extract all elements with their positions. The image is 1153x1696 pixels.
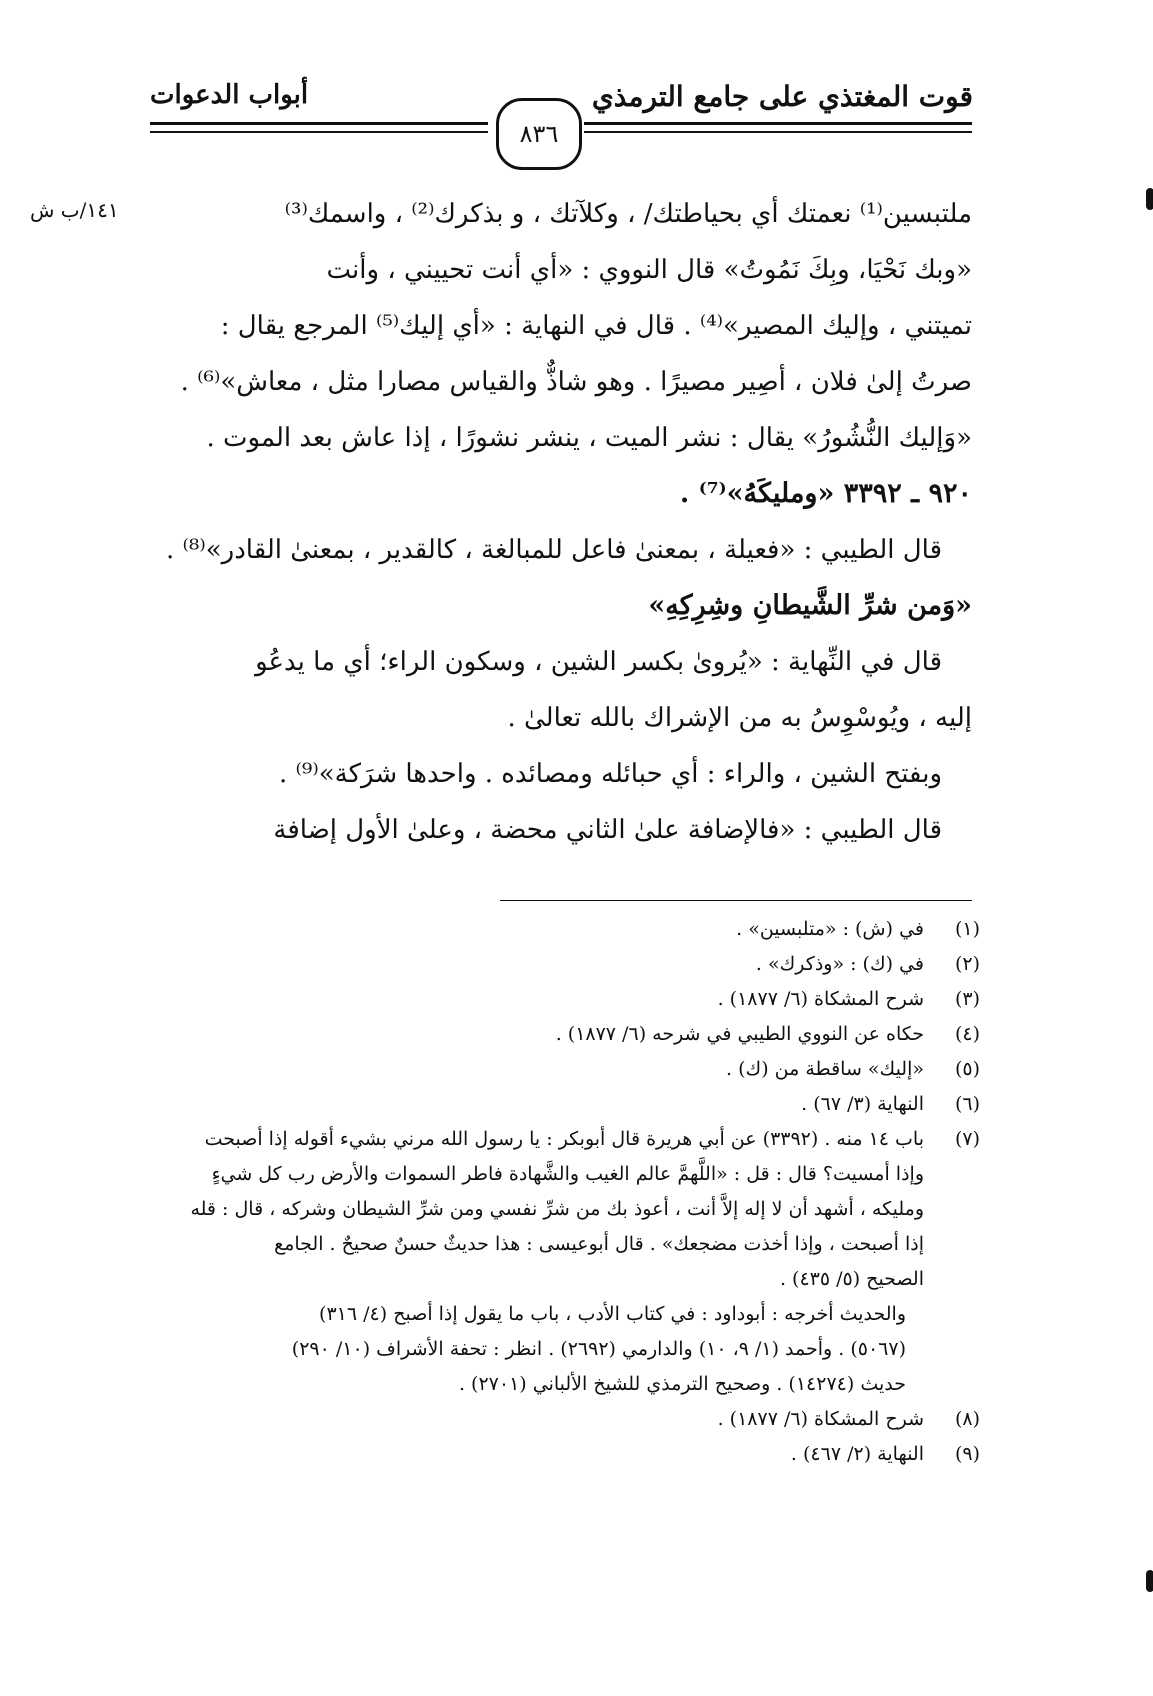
- footnote-number: (٣): [954, 988, 980, 1010]
- footnote-number: (٥): [954, 1058, 980, 1080]
- footnote: [150, 912, 980, 947]
- text-line: قال الطيبي : «فالإضافة علىٰ الثاني محضة ، وعلىٰ الأول إضافة: [273, 815, 942, 845]
- text-line: وبفتح الشين ، والراء : أي حبائله ومصائده . واحدها شرَكة»⁽⁹⁾ .: [279, 759, 942, 789]
- footnote-text: حكاه عن النووي الطيبي في شرحه (٦/ ١٨٧٧) .: [555, 1023, 924, 1045]
- footnote-number: [924, 1297, 980, 1402]
- text-line: صرتُ إلىٰ فلان ، أصِير مصيرًا . وهو شاذٌّ والقياس مصارا مثل ، معاش»⁽⁶⁾ .: [180, 367, 972, 397]
- footnote-text: شرح المشكاة (٦/ ١٨٧٧) .: [717, 1408, 924, 1430]
- footnote-number: (٧): [954, 1128, 980, 1150]
- footnote-text: في (ك) : «وذكرك» .: [755, 953, 924, 975]
- footnote-text: الصحيح (٥/ ٤٣٥) .: [779, 1268, 924, 1290]
- footnote: [150, 1122, 980, 1297]
- footnote-continuation: [150, 1297, 980, 1402]
- text-line: «وَمن شرِّ الشَّيطانِ وشِرِكِهِ»: [648, 590, 972, 621]
- footnote-text: حديث (١٤٢٧٤) . وصحيح الترمذي للشيخ الألباني (٢٧٠١) .: [458, 1373, 906, 1395]
- footnote-text: في (ش) : «متلبسين» .: [736, 918, 924, 940]
- footnote-number: (٩): [954, 1443, 980, 1465]
- text-line: قال في النِّهاية : «يُروىٰ بكسر الشين ، وسكون الراء؛ أي ما يدعُو: [255, 647, 942, 677]
- footnote-text: شرح المشكاة (٦/ ١٨٧٧) .: [717, 988, 924, 1010]
- footnote: [150, 1017, 980, 1052]
- manuscript-folio-note: ١٤١/ب ش: [30, 198, 119, 222]
- text-line: ملتبسين⁽¹⁾ نعمتك أي بحياطتك/ ، وكلآتك ، و بذكرك⁽²⁾ ، واسمك⁽³⁾: [284, 199, 972, 229]
- footnote-separator: [500, 900, 972, 901]
- footnote-text: «إليك» ساقطة من (ك) .: [726, 1058, 924, 1080]
- footnote: [150, 1437, 980, 1472]
- header-rule-right-thin: [584, 131, 972, 133]
- section-title: أبواب الدعوات: [150, 80, 309, 110]
- hadith-heading: ٩٢٠ ـ ٣٣٩٢ «ومليكَهُ»⁽⁷⁾ .: [679, 478, 972, 509]
- text-line: «وبك نَحْيَا، وبِكَ نَمُوتُ» قال النووي : «أي أنت تحييني ، وأنت: [326, 255, 972, 285]
- footnote: [150, 1402, 980, 1437]
- footnote: [150, 947, 980, 982]
- footnote-text: إذا أصبحت ، وإذا أخذت مضجعك» . قال أبوعيسى : هذا حديثٌ حسنٌ صحيحٌ . الجامع: [274, 1233, 924, 1255]
- header-rule-left: [150, 122, 488, 125]
- header-rule-right: [584, 122, 972, 125]
- footnote-text: النهاية (٣/ ٦٧) .: [801, 1093, 924, 1115]
- text-line: قال الطيبي : «فعيلة ، بمعنىٰ فاعل للمبالغة ، كالقدير ، بمعنىٰ القادر»⁽⁸⁾ .: [165, 535, 942, 565]
- page-number: ٨٣٦: [519, 120, 559, 148]
- footnote-text: والحديث أخرجه : أبوداود : في كتاب الأدب ، باب ما يقول إذا أصبح (٤/ ٣١٦): [319, 1303, 906, 1325]
- footnote-number: (٢): [954, 953, 980, 975]
- footnote-text: باب ١٤ منه . (٣٣٩٢) عن أبي هريرة قال أبوبكر : يا رسول الله مرني بشيء أقوله إذا أصبحت: [204, 1128, 924, 1150]
- footnotes: [150, 912, 980, 1472]
- main-text: [150, 186, 972, 858]
- footnote-number: (٨): [954, 1408, 980, 1430]
- text-line: إليه ، ويُوسْوِسُ به من الإشراك بالله تعالىٰ .: [507, 703, 972, 733]
- text-line: تميتني ، وإليك المصير»⁽⁴⁾ . قال في النهاية : «أي إليك⁽⁵⁾ المرجع يقال :: [220, 311, 972, 341]
- footnote-number: (٤): [954, 1023, 980, 1045]
- page-edge-mark: [1146, 188, 1153, 210]
- page-edge-mark: [1146, 1570, 1153, 1592]
- footnote-number: (١): [954, 918, 980, 940]
- book-title: قوت المغتذي على جامع الترمذي: [591, 80, 973, 113]
- footnote-text: (٥٠٦٧) . وأحمد (١/ ٩، ١٠) والدارمي (٢٦٩٢) . انظر : تحفة الأشراف (١٠/ ٢٩٠): [291, 1338, 906, 1360]
- footnote: [150, 982, 980, 1017]
- footnote-text: وإذا أمسيت؟ قال : قل : «اللَّهمَّ عالم الغيب والشَّهادة فاطر السموات والأرض رب كل شيءٍ: [211, 1163, 924, 1185]
- text-line: «وَإليك النُّشُورُ» يقال : نشر الميت ، ينشر نشورًا ، إذا عاش بعد الموت .: [206, 423, 972, 453]
- footnote: [150, 1052, 980, 1087]
- footnote-text: ومليكه ، أشهد أن لا إله إلاَّ أنت ، أعوذ بك من شرِّ نفسي ومن شرِّ الشيطان وشركه ، قال : قله: [190, 1198, 924, 1220]
- footnote-number: (٦): [954, 1093, 980, 1115]
- page-number-box: [496, 98, 582, 170]
- footnote: [150, 1087, 980, 1122]
- footnote-text: النهاية (٢/ ٤٦٧) .: [790, 1443, 924, 1465]
- header-rule-left-thin: [150, 131, 488, 133]
